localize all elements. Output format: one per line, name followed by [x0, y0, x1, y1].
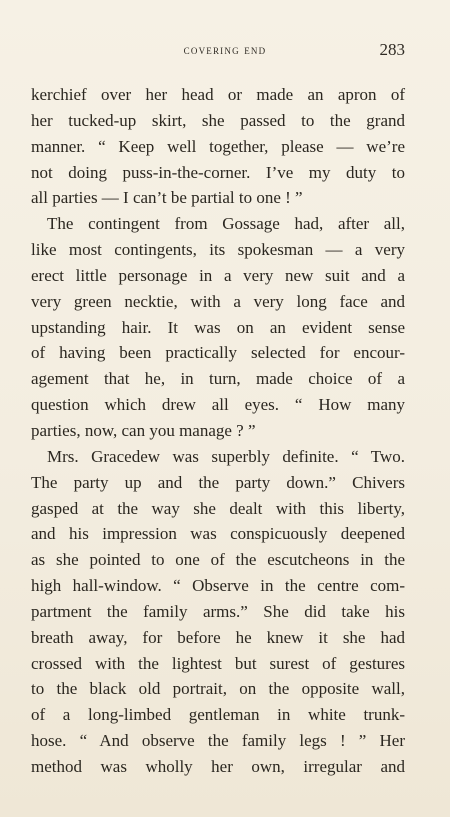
text-line: breath away, for before he knew it she had	[31, 627, 405, 647]
text-line: upstanding hair. It was on an evident sense	[31, 317, 405, 337]
text-line: erect little personage in a very new suit and a	[31, 265, 405, 285]
text-line: of a long-limbed gentleman in white trunk-	[31, 705, 405, 725]
text-line: hose. “ And observe the family legs ! ” Her	[31, 731, 405, 751]
text-line: very green necktie, with a very long face and	[31, 291, 405, 311]
text-line: high hall-window. “ Observe in the centre com-	[31, 576, 405, 596]
text-line: and his impression was conspicuously deepened	[31, 524, 405, 544]
text-line: all parties — I can’t be partial to one ! ”	[31, 188, 303, 208]
text-line: her tucked-up skirt, she passed to the grand	[31, 110, 405, 130]
text-line: gasped at the way she dealt with this liberty,	[31, 498, 405, 518]
text-line: manner. “ Keep well together, please — we’re	[31, 136, 405, 156]
text-line: Mrs. Gracedew was superbly definite. “ Two.	[47, 446, 405, 466]
text-line: agement that he, in turn, made choice of a	[31, 369, 405, 389]
text-line: as she pointed to one of the escutcheons in the	[31, 550, 405, 570]
text-line: question which drew all eyes. “ How many	[31, 395, 405, 415]
running-head	[0, 42, 450, 62]
text-line: like most contingents, its spokesman — a very	[31, 240, 405, 260]
text-line: partment the family arms.” She did take his	[31, 601, 405, 621]
text-line: of having been practically selected for encour-	[31, 343, 405, 363]
text-line: method was wholly her own, irregular and	[31, 756, 405, 776]
body-text	[31, 82, 405, 780]
page-number: 283	[379, 40, 405, 59]
text-line: not doing puss-in-the-corner. I’ve my duty to	[31, 162, 405, 182]
running-title: covering end	[183, 42, 267, 57]
text-line: The party up and the party down.” Chivers	[31, 472, 405, 492]
text-line: kerchief over her head or made an apron of	[31, 85, 405, 104]
text-line: crossed with the lightest but surest of gestures	[31, 653, 405, 673]
text-line: to the black old portrait, on the opposite wall,	[31, 679, 405, 699]
text-line: parties, now, can you manage ? ”	[31, 420, 256, 440]
text-line: The contingent from Gossage had, after all,	[47, 214, 405, 234]
